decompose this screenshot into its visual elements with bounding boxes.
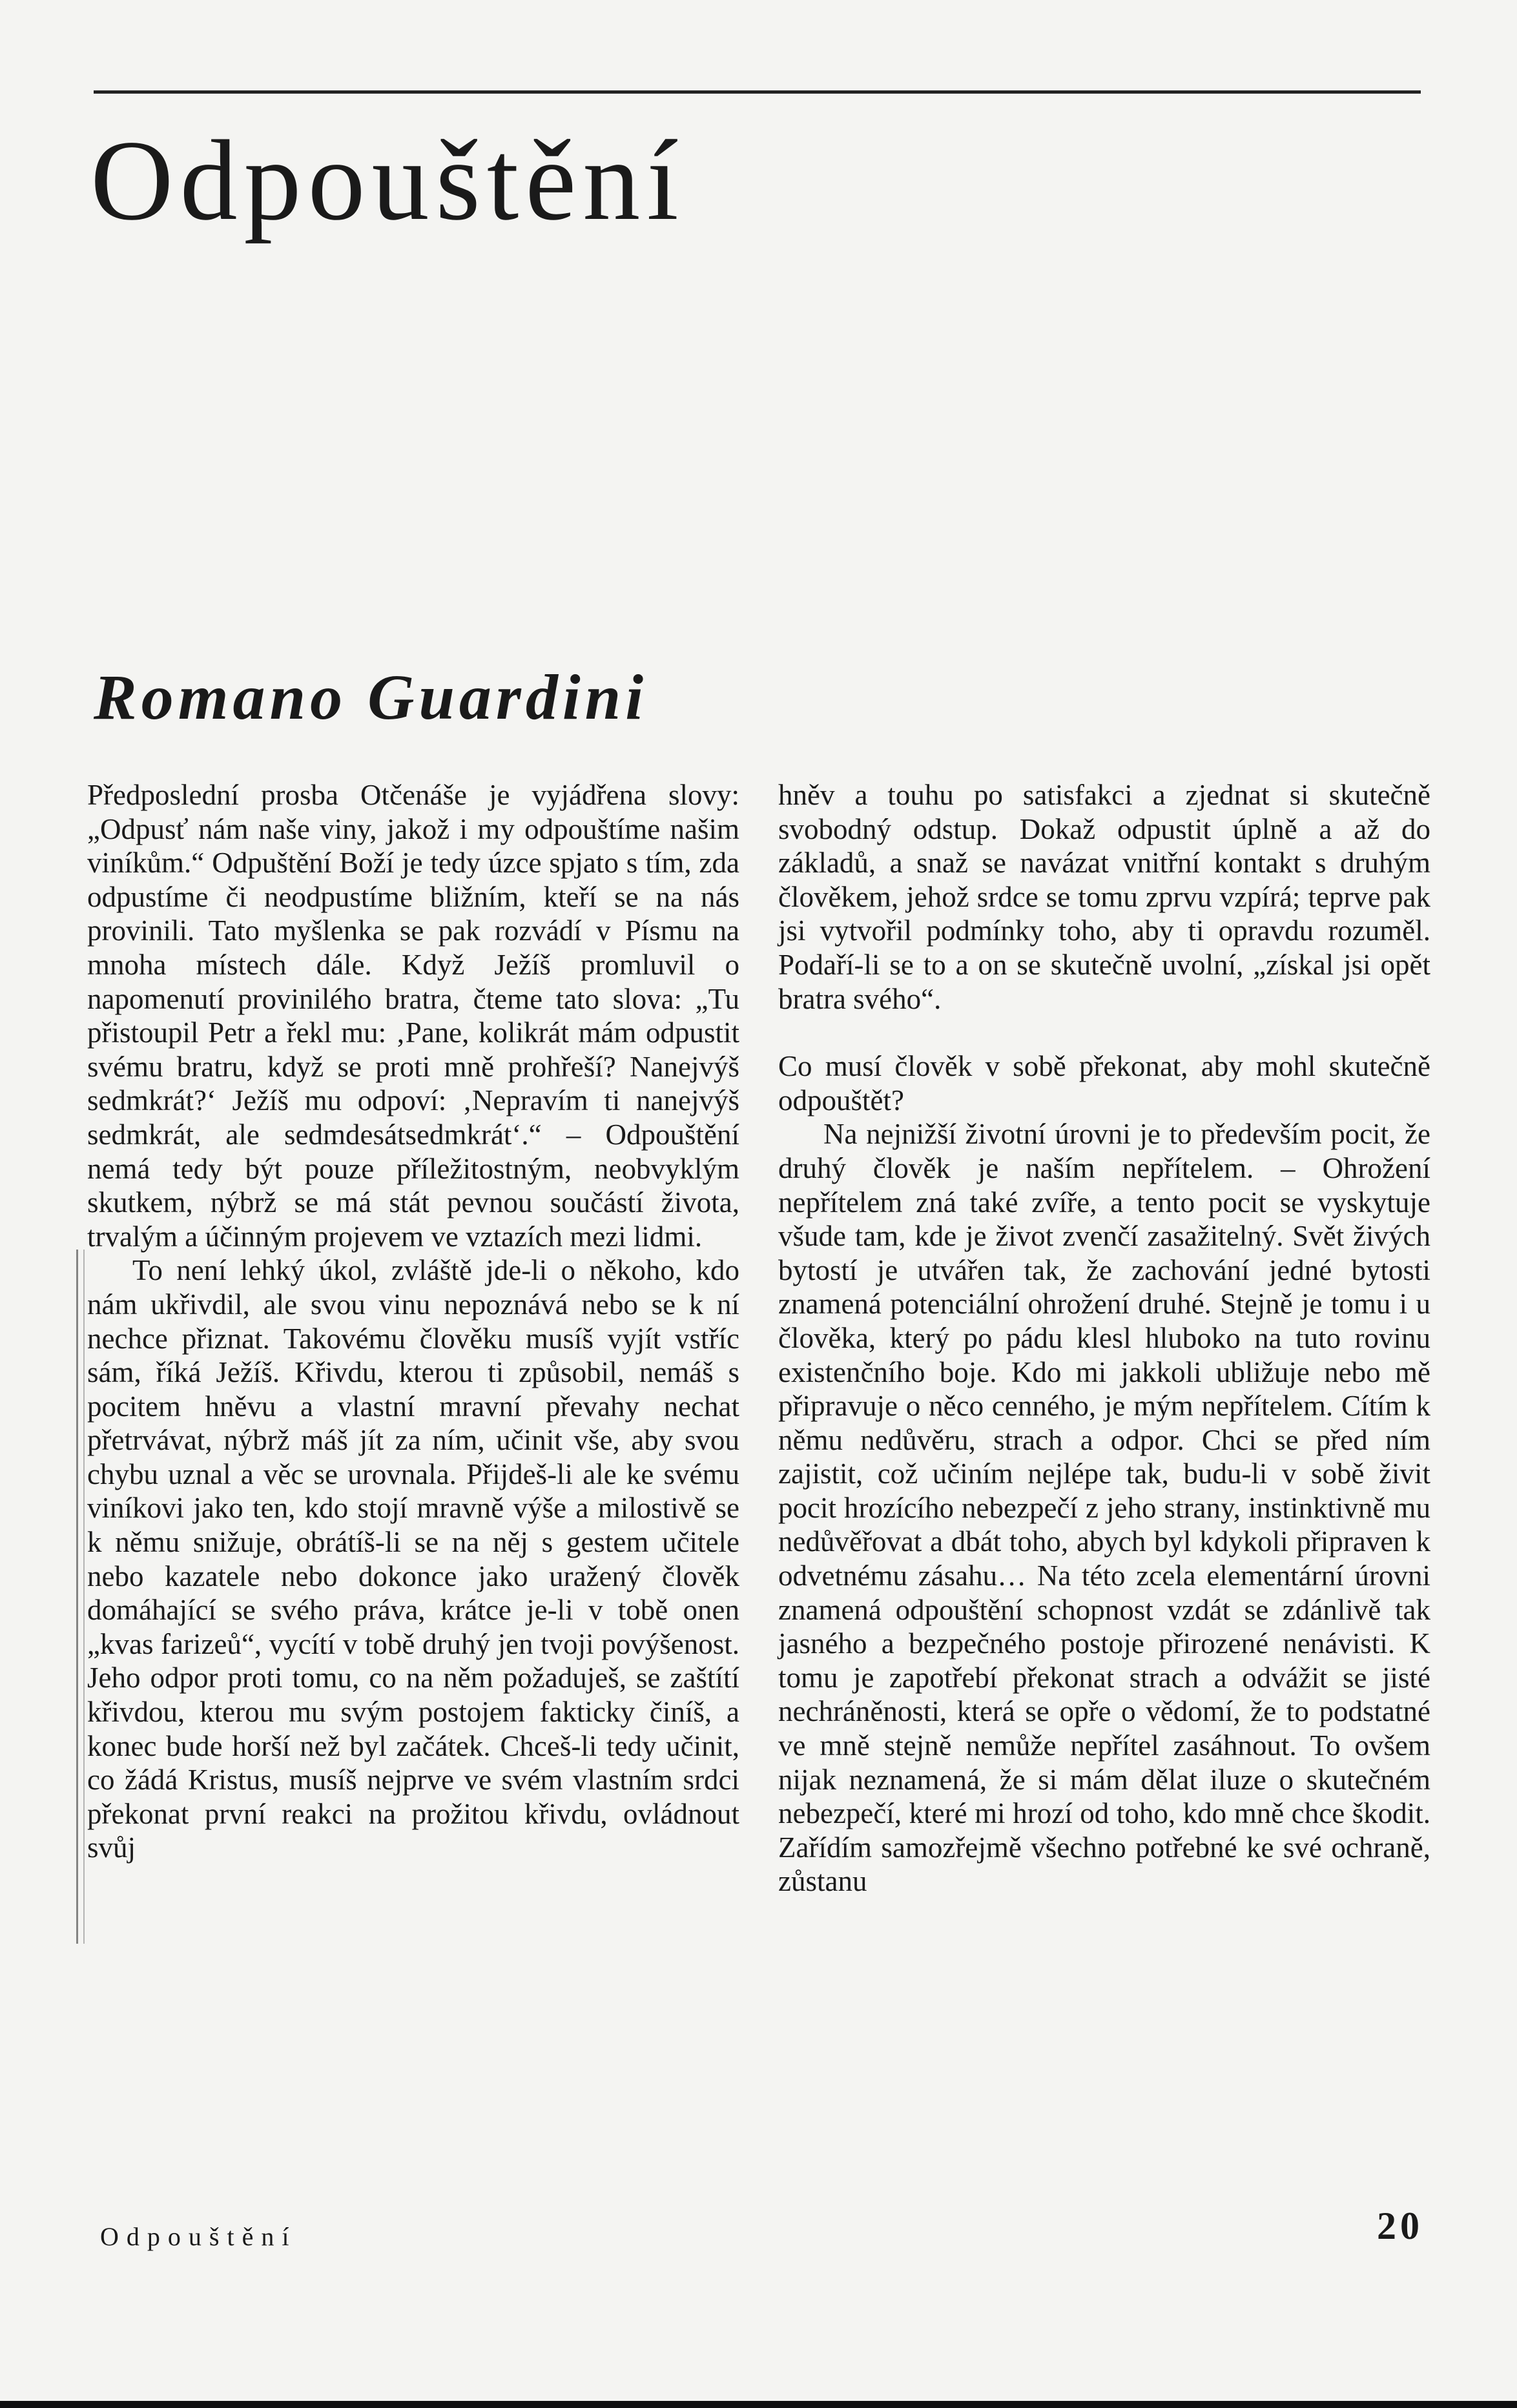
- paragraph: Předposlední prosba Otčenáše je vyjádřena slovy: „Odpusť nám naše viny, jakož i my odpouštíme našim viníkům.“ Odpuštění Boží je tedy úzce spjato s tím, zda odpustíme či neodpustíme bližním, kteří se na nás provinili. Tato myšlenka se pak rozvádí v Písmu na mnoha místech dále. Když Ježíš promluvil o napomenutí provinilého bratra, čteme tato slova: „Tu přistoupil Petr a řekl mu: ‚Pane, kolikrát mám odpustit svému bratru, když se proti mně prohřeší? Nanejvýš sedmkrát?‘ Ježíš mu odpoví: ‚Nepravím ti nanejvýš sedmkrát, ale sedmdesátsedmkrát‘.“ – Odpouštění nemá tedy být pouze příležitostným, neobvyklým skutkem, nýbrž se má stát pevnou součástí života, trvalým a účinným projevem ve vztazích mezi lidmi.: [87, 779, 739, 1253]
- bottom-edge: [0, 2401, 1517, 2408]
- right-column: [778, 778, 1430, 1899]
- paragraph: Na nejnižší životní úrovni je to především pocit, že druhý člověk je naším nepřítelem. – Ohrožení nepřítelem zná také zvíře, a tento pocit se vyskytuje všude tam, kde je život zvenčí zasažitelný. Svět živých bytostí je utvářen tak, že zachování jedné bytosti znamená potenciální ohrožení druhé. Stejně je tomu i u člověka, který po pádu klesl hluboko na tuto rovinu existenčního boje. Kdo mi jakkoli ubližuje nebo mě připravuje o něco cenného, je mým nepřítelem. Cítím k němu nedůvěru, strach a odpor. Chci se před ním zajistit, což učiním nejlépe tak, budu-li v sobě živit pocit hrozícího nebezpečí z jeho strany, instinktivně mu nedůvěřovat a dbát toho, abych byl kdykoli připraven k odvetnému zásahu… Na této zcela elementární úrovni znamená odpouštění schopnost vzdát se zdánlivě tak jasného a bezpečného postoje přirozené nenávisti. K tomu je zapotřebí překonat strach a odvážit se jisté nechráněnosti, která se opře o vědomí, že to podstatné ve mně stejně nemůže nepřítel zasáhnout. To ovšem nijak neznamená, že si mám dělat iluze o skutečném nebezpečí, které mi hrozí od toho, kdo mně chce škodit. Zařídím samozřejmě všechno potřebné ke své ochraně, zůstanu: [778, 1118, 1430, 1898]
- page-number: 20: [1377, 2205, 1423, 2247]
- top-rule: [94, 90, 1421, 94]
- margin-mark: [76, 1250, 85, 1944]
- running-footer-title: Odpouštění: [100, 2222, 297, 2251]
- article-author: Romano Guardini: [94, 661, 648, 733]
- subheading-question: Co musí člověk v sobě překonat, aby mohl skutečně odpouštět?: [778, 1050, 1430, 1117]
- paragraph: hněv a touhu po satisfakci a zjednat si skutečně svobodný odstup. Dokaž odpustit úplně a až do základů, a snaž se navázat vnitřní kontakt s druhým člověkem, jehož srdce se tomu zprvu vzpírá; teprve pak jsi vytvořil podmínky toho, aby ti opravdu rozuměl. Podaří-li se to a on se skutečně uvolní, „získal jsi opět bratra svého“.: [778, 779, 1430, 1015]
- left-column: [87, 778, 739, 1865]
- article-title: Odpouštění: [90, 116, 685, 244]
- paragraph: To není lehký úkol, zvláště jde-li o někoho, kdo nám ukřivdil, ale svou vinu nepoznává nebo se k ní nechce přiznat. Takovému člověku musíš vyjít vstříc sám, říká Ježíš. Křivdu, kterou ti způsobil, nemáš s pocitem hněvu a vlastní mravní převahy nechat přetrvávat, nýbrž máš jít za ním, učinit vše, aby svou chybu uznal a věc se urovnala. Přijdeš-li ale ke svému viníkovi jako ten, kdo stojí mravně výše a milostivě se k němu snižuje, obrátíš-li se na něj s gestem učitele nebo kazatele nebo dokonce jako uražený člověk domáhající se svého práva, krátce je-li v tobě onen „kvas farizeů“, vycítí v tobě druhý jen tvoji povýšenost. Jeho odpor proti tomu, co na něm požaduješ, se zaštítí křivdou, kterou mu svým postojem fakticky činíš, a konec bude horší než byl začátek. Chceš-li tedy učinit, co žádá Kristus, musíš nejprve ve svém vlastním srdci překonat první reakci na prožitou křivdu, ovládnout svůj: [87, 1254, 739, 1864]
